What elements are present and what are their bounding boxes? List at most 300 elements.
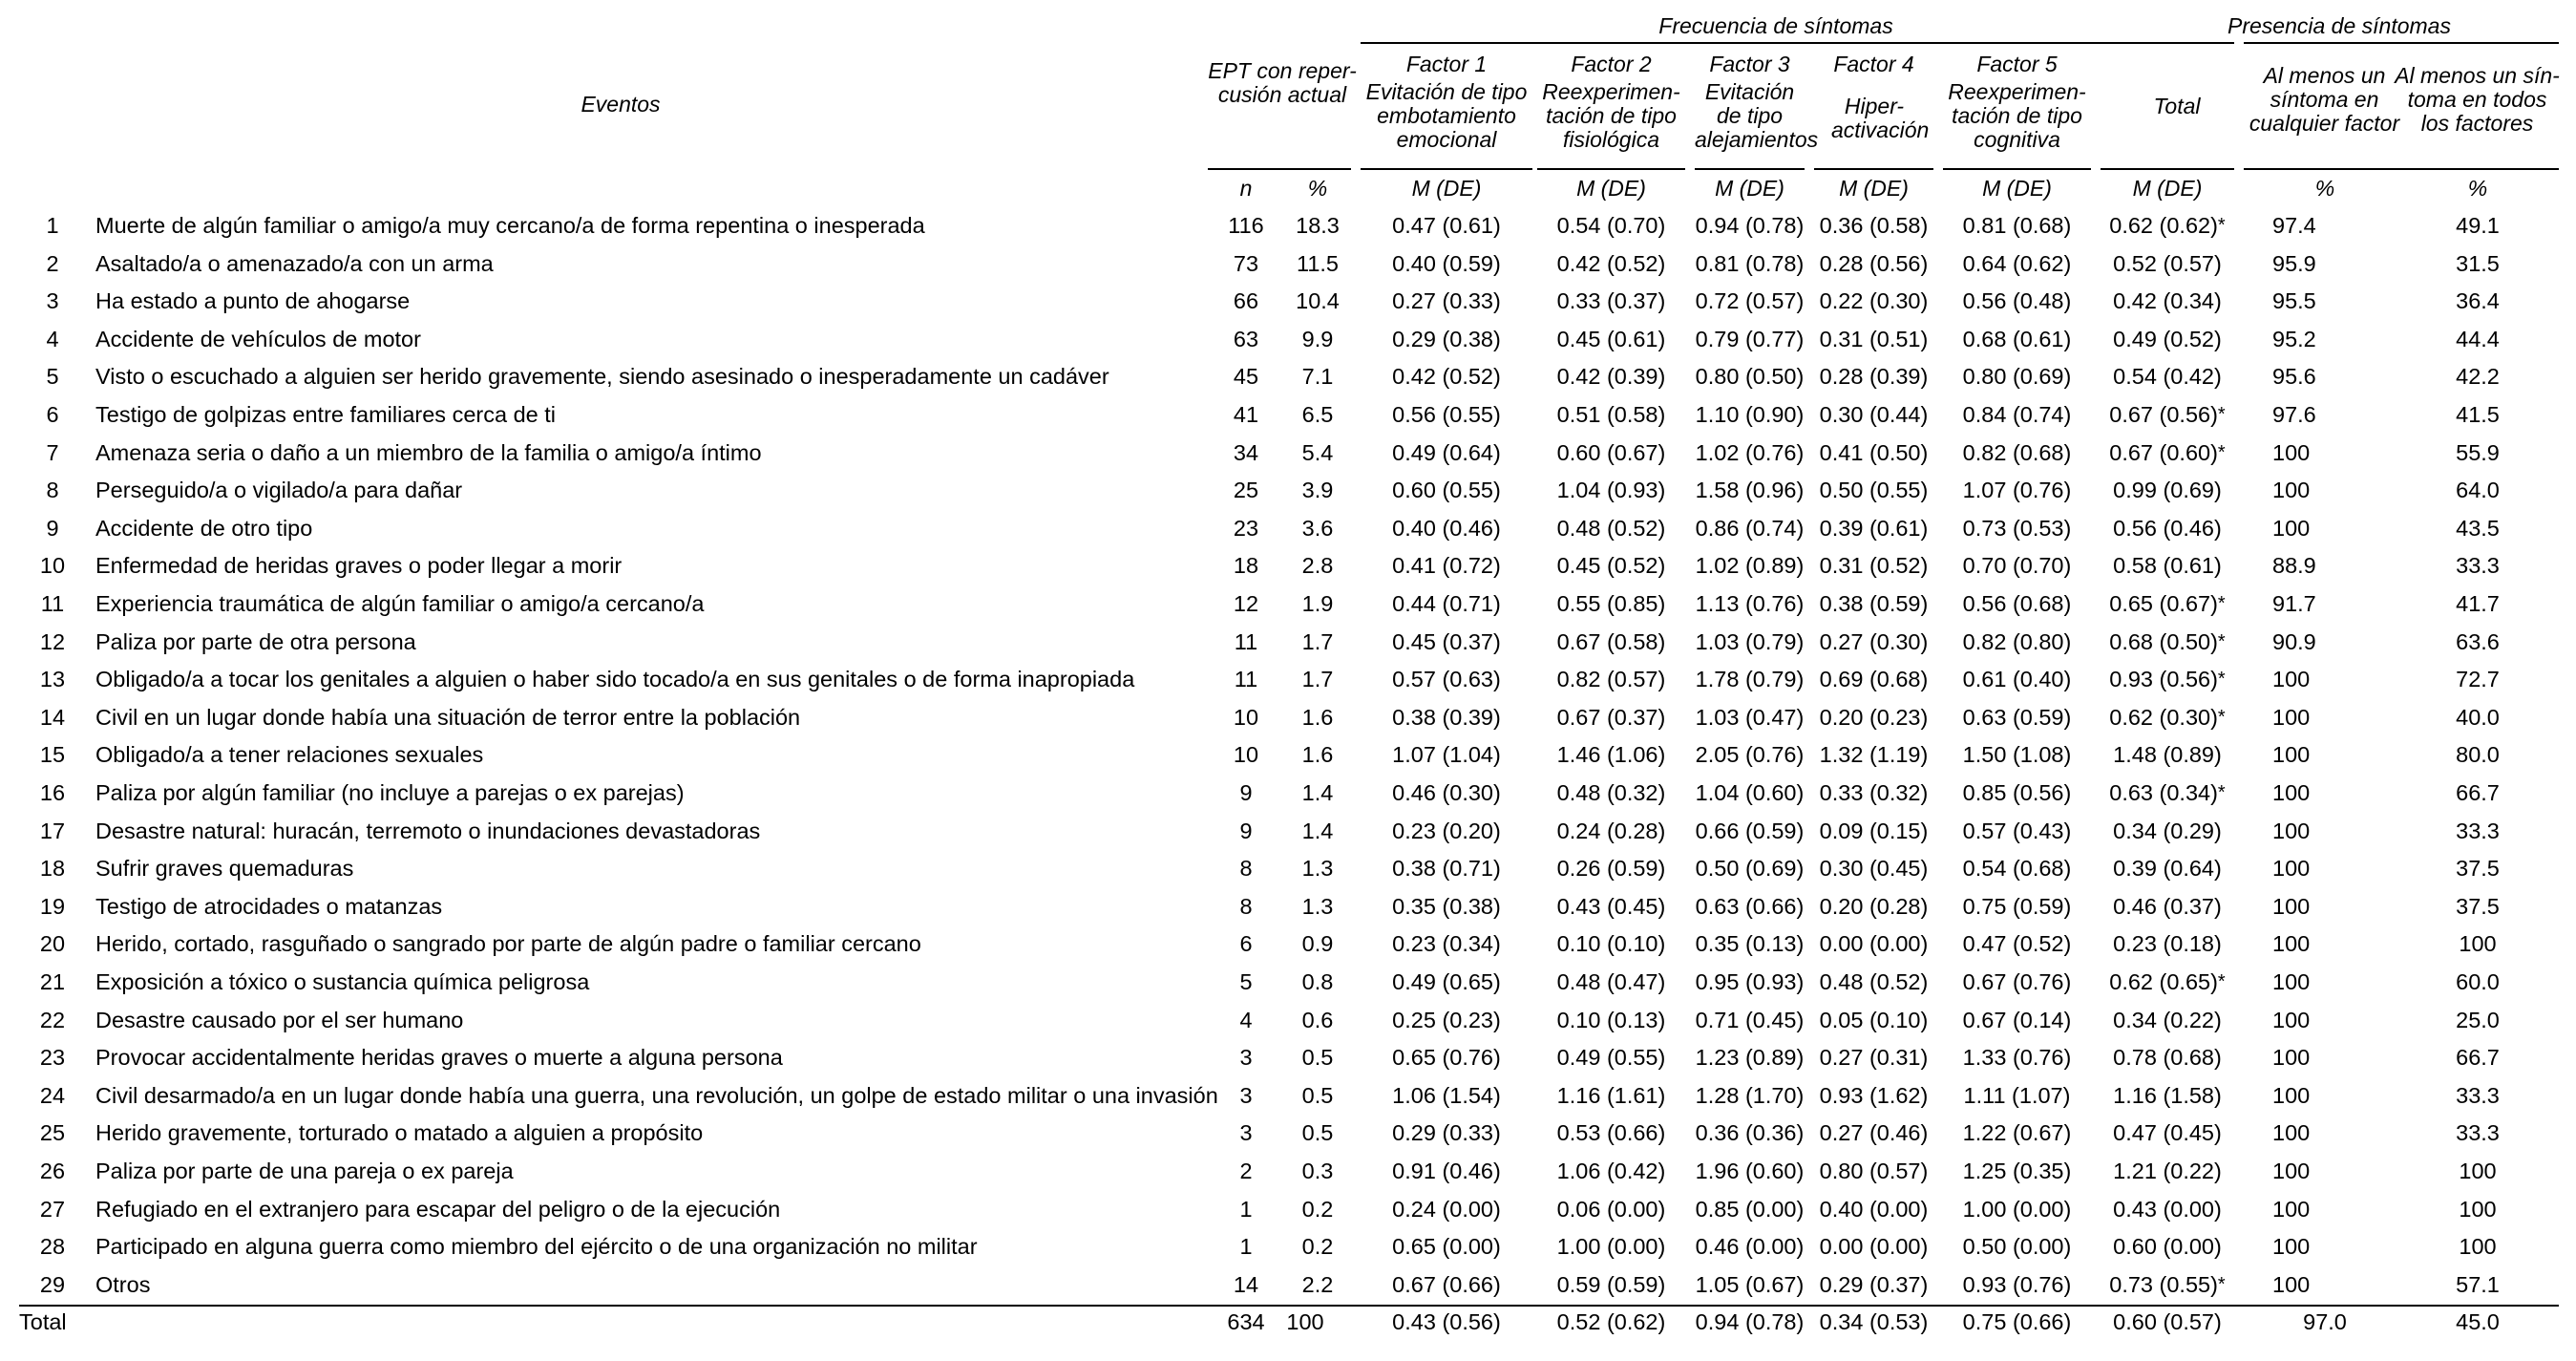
cell-f2: 0.43 (0.45) xyxy=(1556,894,1666,919)
cell-f2: 1.16 (1.61) xyxy=(1556,1083,1666,1108)
cell-num: 21 xyxy=(39,969,66,994)
cell-num: 28 xyxy=(39,1234,66,1259)
cell-any: 100 xyxy=(2272,478,2311,502)
cell-pct: 9.9 xyxy=(1301,327,1334,351)
cell-f3: 1.03 (0.47) xyxy=(1695,705,1805,730)
cell-n: 63 xyxy=(1233,327,1259,351)
cell-f3: 1.10 (0.90) xyxy=(1695,402,1805,427)
cell-total-value: 0.62 (0.62) xyxy=(2109,213,2218,238)
cell-f1: 0.46 (0.30) xyxy=(1392,780,1501,805)
cell-total-value: 0.58 (0.61) xyxy=(2113,553,2222,578)
cell-n: 10 xyxy=(1233,742,1259,767)
cell-pct: 10.4 xyxy=(1296,288,1340,313)
cell-any: 100 xyxy=(2272,1045,2311,1070)
cell-total xyxy=(2101,666,2234,692)
cell-f4: 0.93 (1.62) xyxy=(1819,1083,1929,1108)
cell-event: Accidente de vehículos de motor xyxy=(95,327,421,351)
cell-f2: 0.45 (0.61) xyxy=(1556,327,1666,351)
header-presence-any: Al menos un síntoma en cualquier factor xyxy=(2249,63,2400,136)
cell-num: 24 xyxy=(39,1083,66,1108)
cell-pct: 1.6 xyxy=(1301,742,1334,767)
cell-all: 72.7 xyxy=(2456,667,2500,691)
cell-f1: 0.38 (0.39) xyxy=(1392,705,1501,730)
cell-f4: 0.30 (0.45) xyxy=(1819,856,1929,881)
cell-f5: 1.25 (0.35) xyxy=(1962,1159,2072,1183)
cell-total xyxy=(2101,893,2234,920)
factor-1-desc: Evitación de tipo embotamiento emocional xyxy=(1365,79,1528,152)
cell-n: 4 xyxy=(1239,1008,1253,1032)
cell-any: 100 xyxy=(2272,516,2311,541)
cell-total-value: 1.21 (0.22) xyxy=(2113,1159,2222,1183)
cell-f1: 0.23 (0.34) xyxy=(1392,931,1501,956)
cell-f2: 0.54 (0.70) xyxy=(1556,213,1666,238)
cell-total-value: 0.93 (0.56) xyxy=(2109,667,2218,691)
cell-f1: 0.60 (0.55) xyxy=(1392,478,1501,502)
cell-n: 6 xyxy=(1239,931,1253,956)
cell-n: 1 xyxy=(1239,1234,1253,1259)
total-row-f1: 0.43 (0.56) xyxy=(1392,1309,1501,1334)
cell-f5: 0.67 (0.14) xyxy=(1962,1008,2072,1032)
cell-any: 95.5 xyxy=(2272,288,2316,313)
cell-total-value: 1.48 (0.89) xyxy=(2113,742,2222,767)
cell-event: Perseguido/a o vigilado/a para dañar xyxy=(95,478,463,502)
cell-n: 18 xyxy=(1233,553,1259,578)
cell-f1: 0.41 (0.72) xyxy=(1392,553,1501,578)
cell-pct: 11.5 xyxy=(1297,251,1339,276)
cell-n: 11 xyxy=(1234,629,1258,654)
cell-n: 8 xyxy=(1239,856,1253,881)
cell-n: 45 xyxy=(1233,364,1259,389)
cell-event: Civil desarmado/a en un lugar donde había una guerra, una revolución, un golpe de estado militar o una invasión xyxy=(95,1083,1218,1108)
cell-num: 11 xyxy=(40,591,65,616)
factor-4-title: Factor 4 xyxy=(1833,52,1914,76)
cell-f2: 0.49 (0.55) xyxy=(1556,1045,1666,1070)
cell-total-value: 0.43 (0.00) xyxy=(2113,1197,2222,1222)
cell-f1: 0.47 (0.61) xyxy=(1392,213,1501,238)
cell-f5: 0.57 (0.43) xyxy=(1962,819,2072,843)
cell-f3: 1.78 (0.79) xyxy=(1695,667,1805,691)
cell-total-value: 0.34 (0.22) xyxy=(2113,1008,2222,1032)
cell-num: 20 xyxy=(39,931,66,956)
cell-any: 95.6 xyxy=(2272,364,2316,389)
cell-num: 27 xyxy=(39,1197,66,1222)
cell-n: 66 xyxy=(1233,288,1259,313)
cell-n: 73 xyxy=(1233,251,1259,276)
cell-f1: 0.57 (0.63) xyxy=(1392,667,1501,691)
cell-event: Provocar accidentalmente heridas graves o muerte a alguna persona xyxy=(95,1045,783,1070)
cell-any: 100 xyxy=(2272,780,2311,805)
cell-f5: 0.81 (0.68) xyxy=(1962,213,2072,238)
cell-total xyxy=(2101,477,2234,503)
cell-n: 9 xyxy=(1239,819,1253,843)
cell-all: 100 xyxy=(2459,1197,2497,1222)
cell-total-value: 0.49 (0.52) xyxy=(2113,327,2222,351)
cell-f5: 1.33 (0.76) xyxy=(1962,1045,2072,1070)
cell-any: 100 xyxy=(2272,819,2311,843)
cell-f4: 0.40 (0.00) xyxy=(1819,1197,1929,1222)
cell-any: 100 xyxy=(2272,1197,2311,1222)
cell-f2: 0.82 (0.57) xyxy=(1556,667,1666,691)
factor-3-title: Factor 3 xyxy=(1709,52,1790,76)
cell-pct: 0.2 xyxy=(1301,1234,1334,1259)
cell-event: Paliza por parte de otra persona xyxy=(95,629,416,654)
cell-total xyxy=(2101,363,2234,390)
cell-event: Accidente de otro tipo xyxy=(95,516,313,541)
cell-n: 3 xyxy=(1239,1120,1253,1145)
cell-event: Refugiado en el extranjero para escapar del peligro o de la ejecución xyxy=(95,1197,781,1222)
cell-n: 1 xyxy=(1239,1197,1253,1222)
cell-f3: 0.80 (0.50) xyxy=(1695,364,1805,389)
cell-total xyxy=(2101,1119,2234,1146)
cell-n: 34 xyxy=(1233,440,1259,465)
cell-any: 100 xyxy=(2272,1234,2311,1259)
cell-f3: 1.96 (0.60) xyxy=(1695,1159,1805,1183)
cell-f5: 0.73 (0.53) xyxy=(1962,516,2072,541)
cell-pct: 1.3 xyxy=(1301,894,1334,919)
cell-f3: 0.72 (0.57) xyxy=(1695,288,1805,313)
cell-num: 23 xyxy=(39,1045,66,1070)
significance-marker: * xyxy=(2217,631,2226,652)
cell-f4: 0.33 (0.32) xyxy=(1819,780,1929,805)
cell-all: 60.0 xyxy=(2456,969,2500,994)
cell-event: Obligado/a a tener relaciones sexuales xyxy=(95,742,484,767)
cell-f5: 0.56 (0.68) xyxy=(1962,591,2072,616)
cell-total xyxy=(2101,818,2234,844)
cell-f5: 0.85 (0.56) xyxy=(1962,780,2072,805)
cell-total xyxy=(2101,628,2234,655)
cell-f1: 0.56 (0.55) xyxy=(1392,402,1501,427)
cell-f4: 0.48 (0.52) xyxy=(1819,969,1929,994)
cell-total xyxy=(2101,212,2234,239)
cell-total xyxy=(2101,1082,2234,1109)
cell-f2: 0.33 (0.37) xyxy=(1556,288,1666,313)
cell-f3: 0.66 (0.59) xyxy=(1695,819,1805,843)
cell-f1: 0.38 (0.71) xyxy=(1392,856,1501,881)
cell-total-value: 0.54 (0.42) xyxy=(2113,364,2222,389)
cell-any: 100 xyxy=(2272,705,2311,730)
subheader-pct-all: % xyxy=(2467,176,2488,201)
cell-num: 2 xyxy=(46,251,59,276)
cell-all: 80.0 xyxy=(2456,742,2500,767)
cell-f2: 0.67 (0.37) xyxy=(1556,705,1666,730)
cell-num: 10 xyxy=(39,553,66,578)
significance-marker: * xyxy=(2217,971,2226,992)
cell-total xyxy=(2101,287,2234,314)
cell-n: 41 xyxy=(1233,402,1259,427)
cell-pct: 1.7 xyxy=(1301,667,1334,691)
cell-f5: 1.11 (1.07) xyxy=(1963,1083,2071,1108)
header-total: Total xyxy=(2153,94,2201,118)
cell-total xyxy=(2101,1271,2234,1298)
cell-total xyxy=(2101,1007,2234,1033)
cell-f5: 1.00 (0.00) xyxy=(1962,1197,2072,1222)
cell-f5: 0.64 (0.62) xyxy=(1962,251,2072,276)
cell-f2: 0.51 (0.58) xyxy=(1556,402,1666,427)
cell-f4: 0.31 (0.52) xyxy=(1819,553,1929,578)
subheader-total: M (DE) xyxy=(2132,176,2203,201)
cell-f1: 0.65 (0.76) xyxy=(1392,1045,1501,1070)
cell-all: 37.5 xyxy=(2456,894,2500,919)
cell-f1: 0.91 (0.46) xyxy=(1392,1159,1501,1183)
factor-5-title: Factor 5 xyxy=(1976,52,2058,76)
cell-f2: 0.59 (0.59) xyxy=(1556,1272,1666,1297)
cell-f2: 0.10 (0.10) xyxy=(1556,931,1666,956)
cell-all: 66.7 xyxy=(2456,1045,2500,1070)
cell-f4: 0.20 (0.23) xyxy=(1819,705,1929,730)
cell-f5: 0.70 (0.70) xyxy=(1962,553,2072,578)
cell-total xyxy=(2101,930,2234,957)
cell-f2: 0.24 (0.28) xyxy=(1556,819,1666,843)
cell-pct: 6.5 xyxy=(1301,402,1334,427)
cell-f1: 0.23 (0.20) xyxy=(1392,819,1501,843)
cell-num: 14 xyxy=(39,705,66,730)
cell-f4: 0.50 (0.55) xyxy=(1819,478,1929,502)
cell-pct: 0.6 xyxy=(1301,1008,1334,1032)
cell-total xyxy=(2101,1158,2234,1184)
cell-event: Ha estado a punto de ahogarse xyxy=(95,288,411,313)
significance-marker: * xyxy=(2217,593,2226,614)
cell-all: 63.6 xyxy=(2456,629,2500,654)
cell-all: 41.5 xyxy=(2456,402,2500,427)
significance-marker: * xyxy=(2217,404,2226,425)
cell-n: 116 xyxy=(1228,213,1264,238)
cell-f2: 0.26 (0.59) xyxy=(1556,856,1666,881)
cell-f4: 0.20 (0.28) xyxy=(1819,894,1929,919)
cell-event: Enfermedad de heridas graves o poder llegar a morir xyxy=(95,553,623,578)
cell-n: 3 xyxy=(1239,1083,1253,1108)
cell-f5: 0.67 (0.76) xyxy=(1962,969,2072,994)
cell-f4: 0.28 (0.39) xyxy=(1819,364,1929,389)
rule-ept-sub xyxy=(1208,168,1351,170)
cell-pct: 1.6 xyxy=(1301,705,1334,730)
factor-4-desc: Hiper-activación xyxy=(1831,94,1930,142)
total-row-f4: 0.34 (0.53) xyxy=(1819,1309,1929,1334)
cell-num: 8 xyxy=(46,478,59,502)
cell-num: 22 xyxy=(39,1008,66,1032)
cell-total-value: 0.52 (0.57) xyxy=(2113,251,2222,276)
significance-marker: * xyxy=(2217,669,2226,690)
cell-pct: 2.2 xyxy=(1301,1272,1334,1297)
factor-2-title: Factor 2 xyxy=(1571,52,1652,76)
cell-num: 16 xyxy=(39,780,66,805)
cell-n: 12 xyxy=(1233,591,1259,616)
cell-f5: 1.50 (1.08) xyxy=(1962,742,2072,767)
total-row-all: 45.0 xyxy=(2456,1309,2500,1334)
cell-all: 31.5 xyxy=(2456,251,2500,276)
cell-f3: 0.81 (0.78) xyxy=(1695,251,1805,276)
cell-f3: 1.13 (0.76) xyxy=(1695,591,1805,616)
cell-pct: 0.8 xyxy=(1301,969,1334,994)
cell-pct: 1.7 xyxy=(1301,629,1334,654)
cell-num: 26 xyxy=(39,1159,66,1183)
cell-total xyxy=(2101,1196,2234,1223)
cell-all: 64.0 xyxy=(2456,478,2500,502)
cell-n: 11 xyxy=(1234,667,1258,691)
rule-presence-sub xyxy=(2244,168,2559,170)
cell-num: 3 xyxy=(46,288,59,313)
cell-pct: 1.4 xyxy=(1301,819,1334,843)
cell-f5: 0.93 (0.76) xyxy=(1962,1272,2072,1297)
cell-total-value: 0.39 (0.64) xyxy=(2113,856,2222,881)
cell-f1: 0.42 (0.52) xyxy=(1392,364,1501,389)
cell-all: 33.3 xyxy=(2456,553,2500,578)
cell-all: 44.4 xyxy=(2456,327,2500,351)
cell-f3: 0.79 (0.77) xyxy=(1695,327,1805,351)
cell-event: Asaltado/a o amenazado/a con un arma xyxy=(95,251,494,276)
cell-f3: 0.63 (0.66) xyxy=(1695,894,1805,919)
cell-all: 36.4 xyxy=(2456,288,2500,313)
cell-f1: 0.49 (0.64) xyxy=(1392,440,1501,465)
cell-total xyxy=(2101,515,2234,542)
cell-f4: 0.39 (0.61) xyxy=(1819,516,1929,541)
cell-f2: 0.53 (0.66) xyxy=(1556,1120,1666,1145)
cell-f4: 0.38 (0.59) xyxy=(1819,591,1929,616)
rule-frecuencia xyxy=(1361,42,2234,44)
cell-total-value: 0.62 (0.65) xyxy=(2109,969,2218,994)
cell-any: 100 xyxy=(2272,1083,2311,1108)
cell-f2: 0.42 (0.52) xyxy=(1556,251,1666,276)
cell-total-value: 0.78 (0.68) xyxy=(2113,1045,2222,1070)
cell-num: 19 xyxy=(39,894,66,919)
cell-event: Experiencia traumática de algún familiar o amigo/a cercano/a xyxy=(95,591,705,616)
cell-f5: 1.07 (0.76) xyxy=(1962,478,2072,502)
cell-f5: 1.22 (0.67) xyxy=(1962,1120,2072,1145)
cell-f2: 0.10 (0.13) xyxy=(1556,1008,1666,1032)
cell-all: 55.9 xyxy=(2456,440,2500,465)
cell-total xyxy=(2101,326,2234,352)
cell-event: Civil en un lugar donde había una situación de terror entre la población xyxy=(95,705,801,730)
cell-f2: 1.46 (1.06) xyxy=(1556,742,1666,767)
cell-n: 10 xyxy=(1233,705,1259,730)
cell-event: Testigo de golpizas entre familiares cerca de ti xyxy=(95,402,556,427)
cell-pct: 1.4 xyxy=(1301,780,1334,805)
cell-num: 13 xyxy=(39,667,66,691)
cell-f2: 1.00 (0.00) xyxy=(1556,1234,1666,1259)
subheader-n: n xyxy=(1239,176,1253,201)
cell-any: 100 xyxy=(2272,1159,2311,1183)
cell-f5: 0.61 (0.40) xyxy=(1962,667,2072,691)
cell-f4: 0.69 (0.68) xyxy=(1819,667,1929,691)
cell-f4: 0.30 (0.44) xyxy=(1819,402,1929,427)
cell-f3: 0.50 (0.69) xyxy=(1695,856,1805,881)
subheader-f5: M (DE) xyxy=(1982,176,2052,201)
cell-event: Sufrir graves quemaduras xyxy=(95,856,354,881)
cell-num: 18 xyxy=(39,856,66,881)
cell-event: Herido gravemente, torturado o matado a alguien a propósito xyxy=(95,1120,704,1145)
cell-all: 37.5 xyxy=(2456,856,2500,881)
cell-n: 9 xyxy=(1239,780,1253,805)
cell-f2: 0.60 (0.67) xyxy=(1556,440,1666,465)
total-row-f3: 0.94 (0.78) xyxy=(1695,1309,1805,1334)
cell-pct: 0.2 xyxy=(1301,1197,1334,1222)
cell-f5: 0.82 (0.68) xyxy=(1962,440,2072,465)
cell-f3: 0.71 (0.45) xyxy=(1695,1008,1805,1032)
cell-f4: 0.28 (0.56) xyxy=(1819,251,1929,276)
cell-f3: 1.58 (0.96) xyxy=(1695,478,1805,502)
cell-any: 100 xyxy=(2272,667,2311,691)
cell-f5: 0.56 (0.48) xyxy=(1962,288,2072,313)
cell-any: 100 xyxy=(2272,894,2311,919)
cell-num: 15 xyxy=(39,742,66,767)
cell-all: 57.1 xyxy=(2456,1272,2500,1297)
factor-3-desc: Evitación de tipo alejamientos xyxy=(1695,79,1819,152)
cell-event: Paliza por algún familiar (no incluye a parejas o ex parejas) xyxy=(95,780,685,805)
cell-f3: 0.85 (0.00) xyxy=(1695,1197,1805,1222)
subheader-f4: M (DE) xyxy=(1839,176,1909,201)
cell-f5: 0.82 (0.80) xyxy=(1962,629,2072,654)
cell-f2: 0.48 (0.52) xyxy=(1556,516,1666,541)
cell-total xyxy=(2101,401,2234,428)
cell-total-value: 0.56 (0.46) xyxy=(2113,516,2222,541)
cell-num: 25 xyxy=(39,1120,66,1145)
cell-total xyxy=(2101,590,2234,617)
cell-f1: 1.06 (1.54) xyxy=(1392,1083,1501,1108)
cell-pct: 0.5 xyxy=(1301,1083,1334,1108)
cell-pct: 5.4 xyxy=(1301,440,1334,465)
cell-pct: 1.9 xyxy=(1301,591,1334,616)
cell-f5: 0.75 (0.59) xyxy=(1962,894,2072,919)
significance-marker: * xyxy=(2217,707,2226,728)
cell-any: 91.7 xyxy=(2272,591,2316,616)
factor-2-desc: Reexperimen-tación de tipo fisiológica xyxy=(1542,79,1680,152)
cell-f1: 0.29 (0.38) xyxy=(1392,327,1501,351)
cell-n: 25 xyxy=(1233,478,1259,502)
cell-all: 43.5 xyxy=(2456,516,2500,541)
subheader-pct: % xyxy=(1307,176,1328,201)
cell-event: Amenaza seria o daño a un miembro de la familia o amigo/a íntimo xyxy=(95,440,762,465)
cell-n: 23 xyxy=(1233,516,1259,541)
cell-all: 49.1 xyxy=(2456,213,2500,238)
cell-all: 33.3 xyxy=(2456,819,2500,843)
cell-f2: 0.55 (0.85) xyxy=(1556,591,1666,616)
cell-pct: 7.1 xyxy=(1301,364,1334,389)
cell-total-value: 0.67 (0.56) xyxy=(2109,402,2218,427)
cell-any: 97.6 xyxy=(2272,402,2316,427)
cell-event: Desastre natural: huracán, terremoto o inundaciones devastadoras xyxy=(95,819,761,843)
rule-f4-sub xyxy=(1814,168,1933,170)
cell-f2: 0.42 (0.39) xyxy=(1556,364,1666,389)
rule-f1-sub xyxy=(1361,168,1532,170)
cell-total-value: 0.99 (0.69) xyxy=(2113,478,2222,502)
cell-event: Muerte de algún familiar o amigo/a muy cercano/a de forma repentina o inesperada xyxy=(95,213,925,238)
cell-total xyxy=(2101,968,2234,995)
header-presencia: Presencia de síntomas xyxy=(2228,13,2451,38)
cell-f5: 0.50 (0.00) xyxy=(1962,1234,2072,1259)
cell-num: 7 xyxy=(46,440,59,465)
cell-total xyxy=(2101,741,2234,768)
total-row-f5: 0.75 (0.66) xyxy=(1962,1309,2072,1334)
cell-any: 97.4 xyxy=(2272,213,2316,238)
cell-event: Herido, cortado, rasguñado o sangrado por parte de algún padre o familiar cercano xyxy=(95,931,921,956)
cell-f3: 0.46 (0.00) xyxy=(1695,1234,1805,1259)
cell-f4: 0.36 (0.58) xyxy=(1819,213,1929,238)
cell-pct: 2.8 xyxy=(1301,553,1334,578)
cell-f1: 0.45 (0.37) xyxy=(1392,629,1501,654)
cell-num: 29 xyxy=(39,1272,66,1297)
cell-f2: 1.06 (0.42) xyxy=(1556,1159,1666,1183)
cell-f3: 0.36 (0.36) xyxy=(1695,1120,1805,1145)
cell-total-value: 0.60 (0.00) xyxy=(2113,1234,2222,1259)
subheader-pct-any: % xyxy=(2314,176,2335,201)
factor-1-title: Factor 1 xyxy=(1405,52,1488,76)
header-eventos: Eventos xyxy=(581,92,661,117)
cell-f4: 0.80 (0.57) xyxy=(1819,1159,1929,1183)
cell-all: 42.2 xyxy=(2456,364,2500,389)
cell-n: 14 xyxy=(1233,1272,1259,1297)
cell-f3: 1.02 (0.76) xyxy=(1695,440,1805,465)
cell-any: 90.9 xyxy=(2272,629,2316,654)
cell-total-value: 0.34 (0.29) xyxy=(2113,819,2222,843)
